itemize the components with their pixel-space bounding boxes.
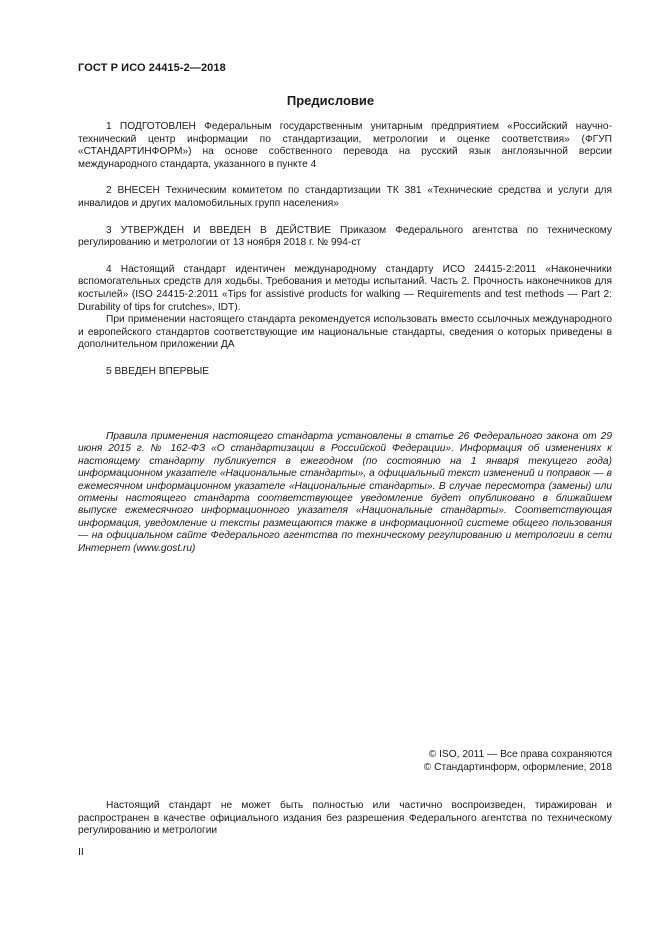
foreword-item-3 [78,225,612,250]
item-note: При применении настоящего стандарта рекомендуется использовать вместо ссылочных международного и европейского стандартов соответствующие им национальные стандарты, сведения о которых приведены в дополнительном приложении ДА [78,314,612,351]
foreword-item-2 [78,185,612,210]
foreword-item-4 [78,264,612,352]
reproduction-notice: Настоящий стандарт не может быть полностью или частично воспроизведен, тиражирован и распространен в качестве официального издания без разрешения Федерального агентства по техническому регулированию и метрологии [78,800,612,837]
item-text: 4 Настоящий стандарт идентичен международному стандарту ИСО 24415-2:2011 «Наконечники вспомогательных средств для ходьбы. Требования и методы испытаний. Часть 2. Прочность наконечников для костылей» (ISO 24415-2:2011 «Tips for assistive products for walking — Requirements and test methods — Part 2: Durability of tips for crutches», IDT). [78,263,612,313]
item-text: 3 УТВЕРЖДЕН И ВВЕДЕН В ДЕЙСТВИЕ Приказом Федерального агентства по техническому регулированию и метрологии от 13 ноября 2018 г. № 994-ст [78,224,612,249]
item-text: 2 ВНЕСЕН Техническим комитетом по стандартизации ТК 381 «Технические средства и услуги для инвалидов и других маломобильных групп населения» [78,185,612,209]
item-text: 5 ВВЕДЕН ВПЕРВЫЕ [106,365,210,377]
foreword-item-1 [78,121,612,171]
item-text: 1 ПОДГОТОВЛЕН Федеральным государственным унитарным предприятием «Российский научно-технический центр информации по стандартизации, метрологии и оценке соответствия» (ФГУП «СТАНДАРТИНФОРМ») на основе собственного перевода на русский язык англоязычной версии международного стандарта, указанного в пункте 4 [78,121,612,170]
copyright-block [424,748,612,774]
legal-notice: Правила применения настоящего стандарта установлены в статье 26 Федерального закона от 29 июня 2015 г. № 162-ФЗ «О стандартизации в Российской Федерации». Информация об изменениях к настоящему стандарту публикуется в ежегодном (по состоянию на 1 января текущего года) информационном указателе «Национальные стандарты», а официальный текст изменений и поправок — в ежемесячном информационном указателе «Национальные стандарты». В случае пересмотра (замены) или отмены настоящего стандарта соответствующее уведомление будет опубликовано в ближайшем выпуске ежемесячного информационного указателя «Национальные стандарты». Соответствующая информация, уведомление и тексты размещаются также в информационной системе общего пользования — на официальном сайте Федерального агентства по техническому регулированию и метрологии в сети Интернет (www.gost.ru) [78,431,612,554]
copyright-iso: © ISO, 2011 — Все права сохраняются [428,749,612,760]
copyright-standartinform: © Стандартинформ, оформление, 2018 [423,762,612,773]
page-title: Предисловие [286,93,375,108]
foreword-items [78,121,612,393]
document-code-header: ГОСТ Р ИСО 24415-2—2018 [78,62,226,74]
page-number: II [78,846,84,858]
foreword-item-5 [78,366,612,379]
